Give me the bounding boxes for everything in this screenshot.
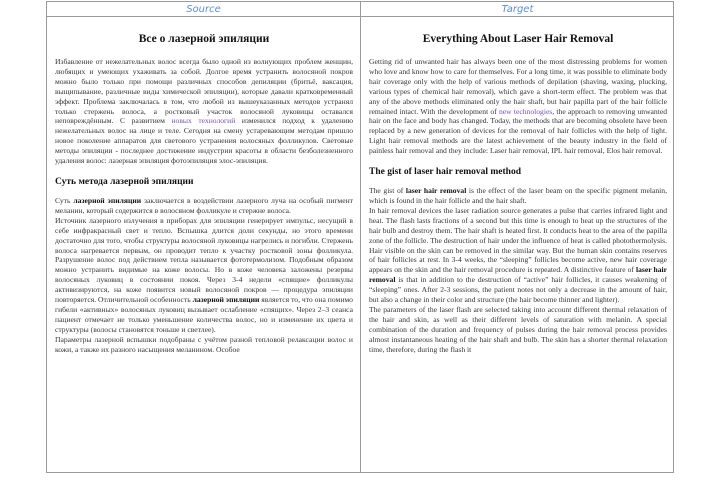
source-cell — [47, 17, 361, 472]
translation-table — [46, 1, 674, 473]
target-p1-text-a: Getting rid of unwanted hair has always been one of the most distressing problems for women who love and know how to care for themselves. For a long time, it was possible to eliminate body hair coverage only with the help of various methods of depilation (shaving, waxing, plucking, various types of chemical hair removal), which gave a short-term effect. The problem was that any of the above methods eliminated only the hair shaft, but hair papilla part of the hair follicle remained intact. With the development of — [369, 57, 667, 116]
target-p2-bold: laser hair removal — [405, 186, 467, 196]
source-p3-text-b: является то, что она помимо гибели «активных» волосяных луковиц вызывает ослабление «спящих». Через 2–3 сеанса пациент отмечает не только уменьшение количества волос, но и изменение их цвета и структуры (волосы становятся тоньше и светлее). — [55, 295, 353, 334]
target-p3-bold: laser hair removal — [369, 265, 667, 285]
target-paragraph-3 — [369, 206, 667, 305]
target-title: Everything About Laser Hair Removal — [422, 33, 614, 45]
target-p1-text-b: , the approach to removing unwanted hair on the face and body has changed. Today, the methods that are becoming obsolete have been replaced by a new generation of devices for the removal of hair follicles with the help of light. Light hair removal methods are the latest achievement of the beauty industry in the field of painless hair removal and they include: Laser hair removal, IPL hair removal, Elos hair removal. — [369, 106, 667, 156]
target-subtitle: The gist of laser hair removal method — [369, 167, 521, 178]
source-subtitle: Суть метода лазерной эпиляции — [55, 176, 194, 187]
target-paragraph-4: The parameters of the laser flash are selected taking into account different thermal relaxation of the hair and skin, as well as their different levels of saturation with melanin. A special combination of the duration and frequency of pulses during the hair removal process provides almost instantaneous heating of the hair shaft and bulb. The skin has a shorter thermal relaxation time, therefore, during the flash it — [369, 304, 667, 354]
target-p2-text-a: The gist of — [369, 186, 406, 196]
source-p1-text-a: Избавление от нежелательных волос всегда было одной из волнующих проблем женщин, любящих и умеющих ухаживать за собой. Долгое время устранить волосяной покров можно было только при помощи различных способов депиляции (бритьё, ваксация, выщипывание, различные виды химической эпиляции), которые давали кратковременный эффект. Проблема заключалась в том, что любой из вышеуказанных методов устранял только стержень волоса, а ростковый участок волосяной луковицы оставался неповреждённым. С развитием — [55, 57, 353, 126]
source-paragraph-3 — [55, 216, 353, 335]
source-title: Все о лазерной эпиляции — [138, 33, 270, 45]
source-p2-text-a: Суть — [55, 195, 74, 205]
source-p3-bold: лазерной эпиляции — [192, 295, 260, 305]
source-p3-text-a: Источник лазерного излучения в приборах для эпиляции генерирует импульс, несущий в себе инфракрасный свет и тепло. Вспышка длится доли секунды, но этого времени достаточно для того, чтобы структуры волосяной луковицы нагрелись и погибли. Стержень волоса нагревается первым, он проводит тепло к участку ростковой зоны фолликула. Разрушение волос под действием тепла называется фототермолизом. Подобным образом можно устранить видимые на коже волосы. Но в коже человека заложены резервы волосяных луковиц в состоянии покоя. Через 3-4 недели «спящие» фолликулы активизируются, на коже появится новый волосяной покров — процедура эпиляции повторяется. Отличительной особенность — [55, 215, 353, 305]
target-paragraph-1 — [369, 57, 667, 156]
source-p2-bold: лазерной эпиляции — [73, 195, 142, 205]
source-p1-text-b: изменился подход к удалению нежелательных волос на лице и теле. Сегодня на смену устаревающим методам пришло новое поколение аппаратов для светового устранения волосяных фолликулов. Световые методы эпиляции - последнее достижение индустрии красоты в области безболезненного удаления волос: лазерная эпиляция фотоэпиляция элос-эпиляция. — [55, 116, 353, 166]
source-paragraph-4: Параметры лазерной вспышки подобраны с учётом разной тепловой релаксации волос и кожи, а также их разного насыщения меланином. Особое — [55, 334, 353, 354]
source-p2-text-b: заключается в воздействии лазерного луча на особый пигмент меланин, который содержится в волосяном фолликуле и стержне волоса. — [55, 195, 353, 215]
source-column-header: Source — [47, 2, 361, 17]
target-column-header: Target — [361, 2, 674, 17]
source-paragraph-2 — [55, 196, 353, 216]
target-p2-text-b: is the effect of the laser beam on the specific pigment melanin, which is found in the hair follicle and the hair shaft. — [369, 186, 667, 205]
source-new-technologies-link[interactable]: новых технологий — [171, 116, 236, 126]
target-cell — [361, 17, 674, 472]
target-p3-text-a: In hair removal devices the laser radiation source generates a pulse that carries infrared light and heat. The flash lasts fractions of a second but this time is enough to heat up the structures of the hair bulb and destroy them. The hair shaft is heated first. It conducts heat to the area of the papilla zone of the follicle. The destruction of hair under the influence of heat is called photothermolysis. Hair visible on the skin can be removed in the similar way. But the human skin contains reserves of hair follicles at rest. In 3-4 weeks, the “sleeping” follicles become active, new hair coverage appears on the skin and the hair removal procedure is repeated. A distinctive feature of — [369, 205, 667, 275]
target-new-technologies-link[interactable]: new technologies — [499, 106, 553, 116]
source-paragraph-1 — [55, 57, 353, 166]
target-p3-text-b: is that in addition to the destruction of “active” hair follicles, it causes weakening of “sleeping” ones. After 2-3 sessions, the patient notes not only a decrease in the amount of hair, but also a change in their color and structure (the hair become thinner and lighter). — [369, 275, 667, 305]
target-paragraph-2 — [369, 186, 667, 206]
